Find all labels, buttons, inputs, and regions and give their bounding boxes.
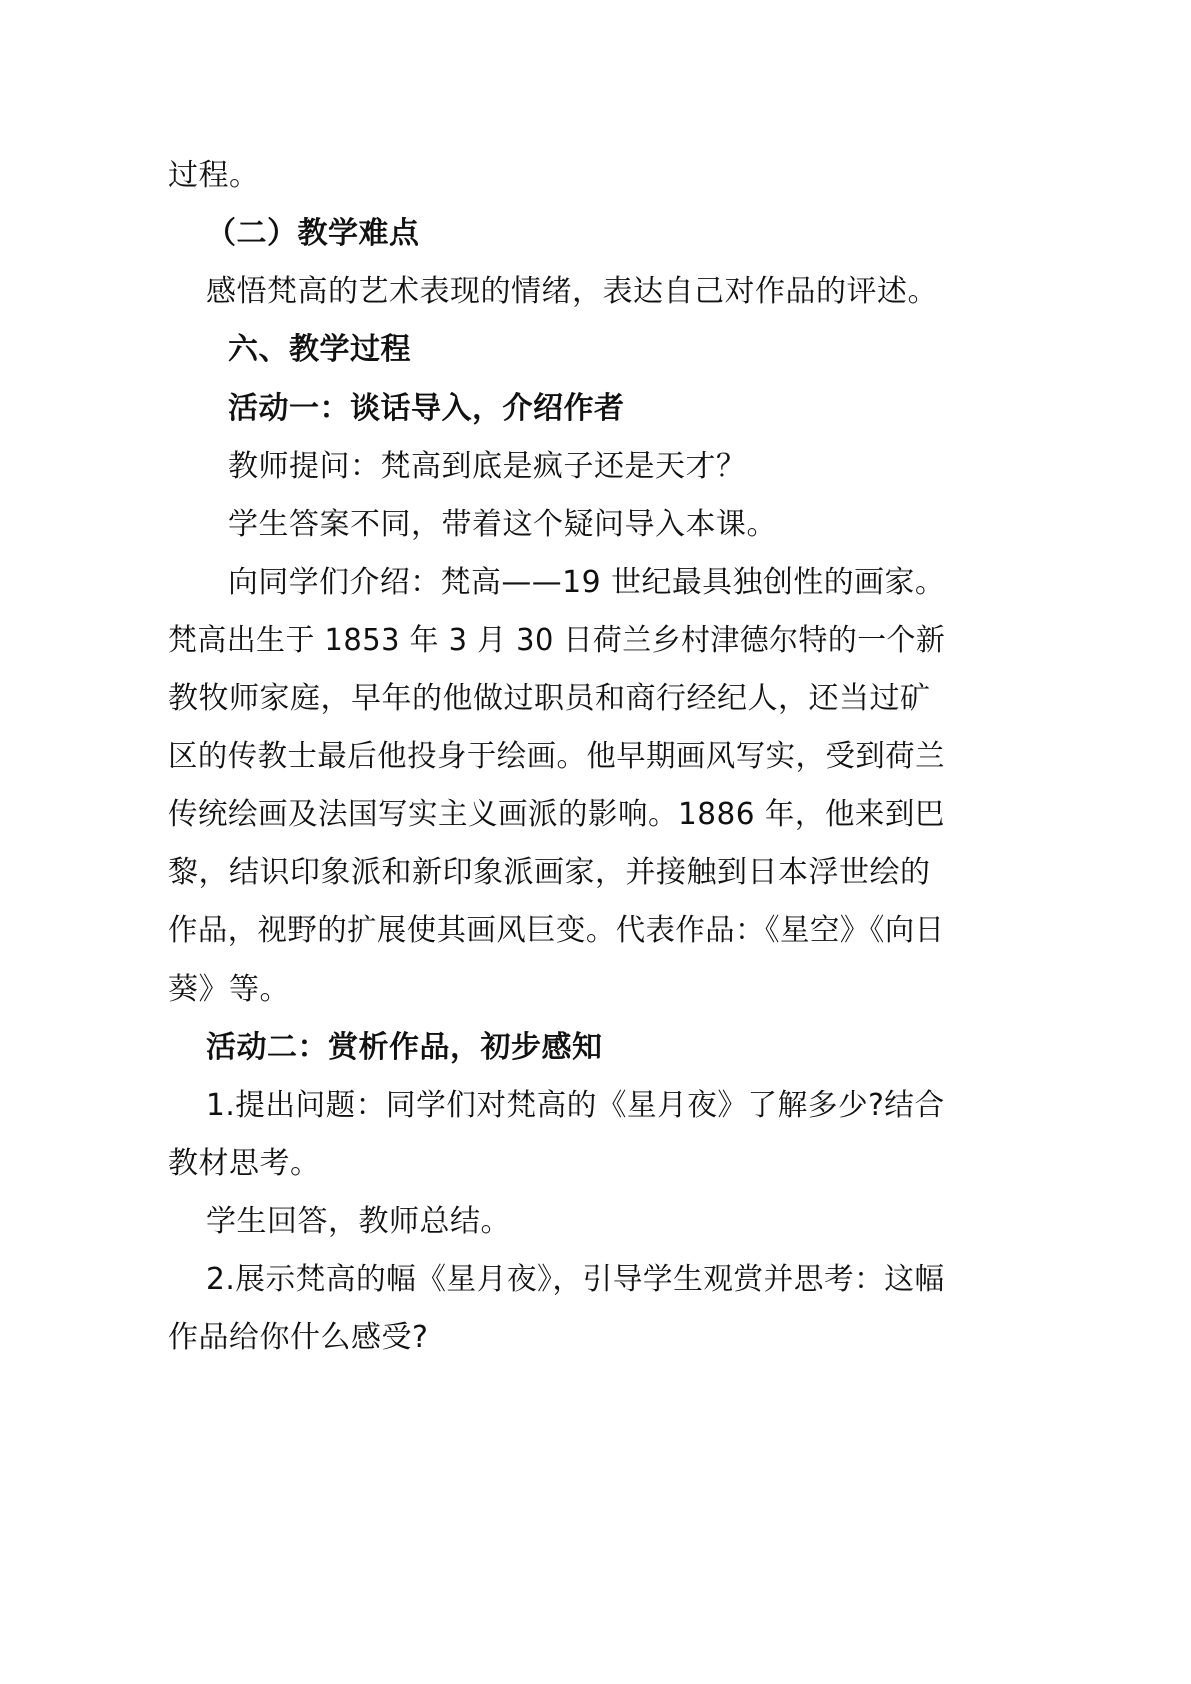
paragraph-line: 向同学们介绍：梵高——19 世纪最具独创性的画家。 bbox=[228, 565, 946, 600]
paragraph-line: 教材思考。 bbox=[168, 1146, 321, 1181]
paragraph-line: 感悟梵高的艺术表现的情绪，表达自己对作品的评述。 bbox=[206, 274, 938, 309]
paragraph-line: 2.展示梵高的幅《星月夜》，引导学生观赏并思考：这幅 bbox=[206, 1262, 945, 1297]
paragraph-line: 教师提问：梵高到底是疯子还是天才？ bbox=[228, 449, 747, 484]
paragraph-line: 1.提出问题：同学们对梵高的《星月夜》了解多少?结合 bbox=[206, 1088, 945, 1123]
activity-heading: 活动一：谈话导入，介绍作者 bbox=[228, 391, 625, 426]
paragraph-line: 教牧师家庭，早年的他做过职员和商行经纪人，还当过矿 bbox=[168, 681, 931, 716]
paragraph-line: 传统绘画及法国写实主义画派的影响。1886 年，他来到巴 bbox=[168, 797, 945, 832]
paragraph-line: 区的传教士最后他投身于绘画。他早期画风写实，受到荷兰 bbox=[168, 739, 945, 774]
paragraph-line: 学生回答，教师总结。 bbox=[206, 1204, 511, 1239]
paragraph-line: 葵》等。 bbox=[168, 972, 290, 1007]
paragraph-line: 过程。 bbox=[168, 158, 260, 193]
paragraph-line: 作品，视野的扩展使其画风巨变。代表作品：《星空》《向日 bbox=[168, 913, 945, 948]
paragraph-line: 作品给你什么感受? bbox=[168, 1320, 429, 1355]
paragraph-line: 黎，结识印象派和新印象派画家，并接触到日本浮世绘的 bbox=[168, 855, 931, 890]
section-heading: 六、教学过程 bbox=[228, 332, 411, 367]
paragraph-line: 梵高出生于 1853 年 3 月 30 日荷兰乡村津德尔特的一个新 bbox=[168, 623, 946, 658]
activity-heading: 活动二：赏析作品，初步感知 bbox=[206, 1030, 603, 1065]
paragraph-line: 学生答案不同，带着这个疑问导入本课。 bbox=[228, 507, 777, 542]
section-heading: （二）教学难点 bbox=[206, 216, 420, 251]
